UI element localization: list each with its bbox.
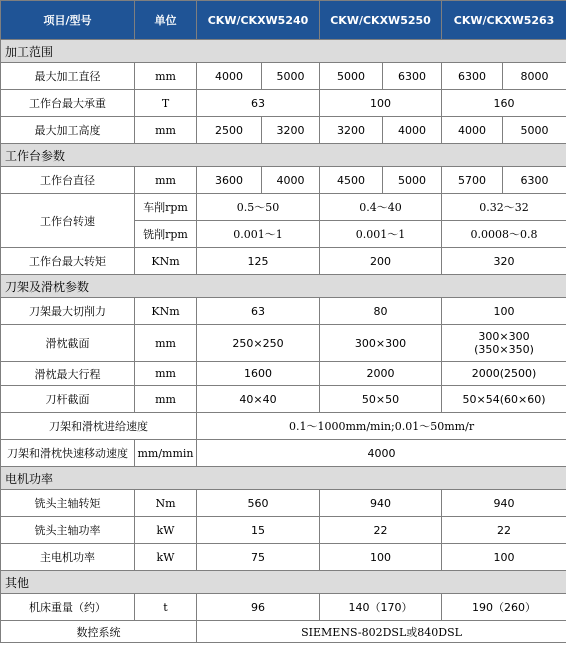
cell-value: 4000 (197, 440, 566, 467)
section-row (1, 144, 566, 167)
cell-value: 22 (442, 517, 566, 544)
cell-value: 940 (320, 490, 442, 517)
row-label: 最大加工高度 (1, 117, 135, 144)
row-label: 滑枕最大行程 (1, 362, 135, 386)
row-unit: KNm (135, 248, 197, 275)
section-other: 其他 (1, 571, 566, 594)
cell-value: 4000 (442, 117, 503, 144)
row-unit: 铣削rpm (135, 221, 197, 248)
cell-value: 2000 (320, 362, 442, 386)
cell-value (442, 325, 566, 362)
cell-value: 300×300 (320, 325, 442, 362)
cell-value: 50×54(60×60) (442, 386, 566, 413)
cell-value: 63 (197, 90, 320, 117)
row-label: 工作台最大承重 (1, 90, 135, 117)
cell-value: 4000 (383, 117, 442, 144)
cell-value: 6300 (442, 63, 503, 90)
cell-value: 5000 (503, 117, 566, 144)
cell-value: 200 (320, 248, 442, 275)
table-row (1, 386, 566, 413)
cell-value: 50×50 (320, 386, 442, 413)
row-unit: 车削rpm (135, 194, 197, 221)
section-power: 电机功率 (1, 467, 566, 490)
table-row (1, 413, 566, 440)
cell-value: 940 (442, 490, 566, 517)
section-toolpost: 刀架及滑枕参数 (1, 275, 566, 298)
cell-value: 0.001～1 (197, 221, 320, 248)
cell-value: 5000 (320, 63, 383, 90)
cell-value: 2500 (197, 117, 262, 144)
cell-value: 0.001～1 (320, 221, 442, 248)
cell-value: 100 (442, 544, 566, 571)
cell-value: 15 (197, 517, 320, 544)
row-label: 刀杆截面 (1, 386, 135, 413)
header-model-5240: CKW/CKXW5240 (197, 1, 320, 40)
table-row (1, 544, 566, 571)
row-label: 最大加工直径 (1, 63, 135, 90)
row-unit: mm/mmin (135, 440, 197, 467)
table-row (1, 325, 566, 362)
cell-value: 4000 (262, 167, 320, 194)
cell-value: 6300 (503, 167, 566, 194)
table-row (1, 594, 566, 621)
cell-value: 4500 (320, 167, 383, 194)
table-row (1, 167, 566, 194)
cell-value: 3200 (320, 117, 383, 144)
cell-value: 8000 (503, 63, 566, 90)
table-row (1, 621, 566, 643)
cell-value: 0.32～32 (442, 194, 566, 221)
row-label: 主电机功率 (1, 544, 135, 571)
cell-value: 1600 (197, 362, 320, 386)
cell-value-line: 300×300 (478, 330, 530, 343)
cell-value: SIEMENS-802DSL或840DSL (197, 621, 566, 643)
cell-value: 0.5～50 (197, 194, 320, 221)
row-unit: mm (135, 325, 197, 362)
header-model-5250: CKW/CKXW5250 (320, 1, 442, 40)
row-unit: mm (135, 386, 197, 413)
table-row (1, 490, 566, 517)
cell-value: 63 (197, 298, 320, 325)
table-row (1, 63, 566, 90)
cell-value: 100 (442, 298, 566, 325)
row-unit: kW (135, 517, 197, 544)
row-unit: T (135, 90, 197, 117)
row-label: 滑枕截面 (1, 325, 135, 362)
row-label: 刀架和滑枕快速移动速度 (1, 440, 135, 467)
cell-value: 320 (442, 248, 566, 275)
cell-value: 250×250 (197, 325, 320, 362)
header-row (1, 1, 566, 40)
cell-value-line: (350×350) (474, 343, 534, 356)
cell-value: 100 (320, 90, 442, 117)
cell-value: 2000(2500) (442, 362, 566, 386)
cell-value: 560 (197, 490, 320, 517)
cell-value: 190（260） (442, 594, 566, 621)
row-label: 机床重量（约） (1, 594, 135, 621)
header-item: 项目/型号 (1, 1, 135, 40)
cell-value: 3200 (262, 117, 320, 144)
cell-value: 4000 (197, 63, 262, 90)
row-unit: kW (135, 544, 197, 571)
row-label: 工作台直径 (1, 167, 135, 194)
cell-value: 0.4～40 (320, 194, 442, 221)
section-processing: 加工范围 (1, 40, 566, 63)
cell-value: 0.1～1000mm/min;0.01～50mm/r (197, 413, 566, 440)
row-unit: Nm (135, 490, 197, 517)
row-label: 刀架最大切削力 (1, 298, 135, 325)
table-row (1, 362, 566, 386)
cell-value: 5000 (383, 167, 442, 194)
row-unit: mm (135, 362, 197, 386)
header-model-5263: CKW/CKXW5263 (442, 1, 566, 40)
cell-value: 75 (197, 544, 320, 571)
row-unit: mm (135, 63, 197, 90)
cell-value: 0.0008～0.8 (442, 221, 566, 248)
section-row (1, 40, 566, 63)
cell-value: 3600 (197, 167, 262, 194)
table-row (1, 440, 566, 467)
table-row (1, 90, 566, 117)
row-unit: t (135, 594, 197, 621)
row-label: 铣头主轴转矩 (1, 490, 135, 517)
row-unit: mm (135, 167, 197, 194)
row-label: 铣头主轴功率 (1, 517, 135, 544)
table-row (1, 194, 566, 221)
cell-value: 22 (320, 517, 442, 544)
row-label: 刀架和滑枕进给速度 (1, 413, 197, 440)
table-row (1, 248, 566, 275)
section-row (1, 467, 566, 490)
cell-value: 100 (320, 544, 442, 571)
header-unit: 单位 (135, 1, 197, 40)
cell-value: 6300 (383, 63, 442, 90)
table-row (1, 298, 566, 325)
section-row (1, 571, 566, 594)
table-row (1, 517, 566, 544)
cell-value: 140（170） (320, 594, 442, 621)
row-label: 工作台转速 (1, 194, 135, 248)
cell-value: 96 (197, 594, 320, 621)
row-label: 数控系统 (1, 621, 197, 643)
cell-value: 80 (320, 298, 442, 325)
table-row (1, 117, 566, 144)
row-unit: mm (135, 117, 197, 144)
cell-value: 160 (442, 90, 566, 117)
cell-value: 5000 (262, 63, 320, 90)
cell-value: 5700 (442, 167, 503, 194)
cell-value: 40×40 (197, 386, 320, 413)
section-row (1, 275, 566, 298)
row-label: 工作台最大转矩 (1, 248, 135, 275)
row-unit: KNm (135, 298, 197, 325)
section-table: 工作台参数 (1, 144, 566, 167)
cell-value: 125 (197, 248, 320, 275)
